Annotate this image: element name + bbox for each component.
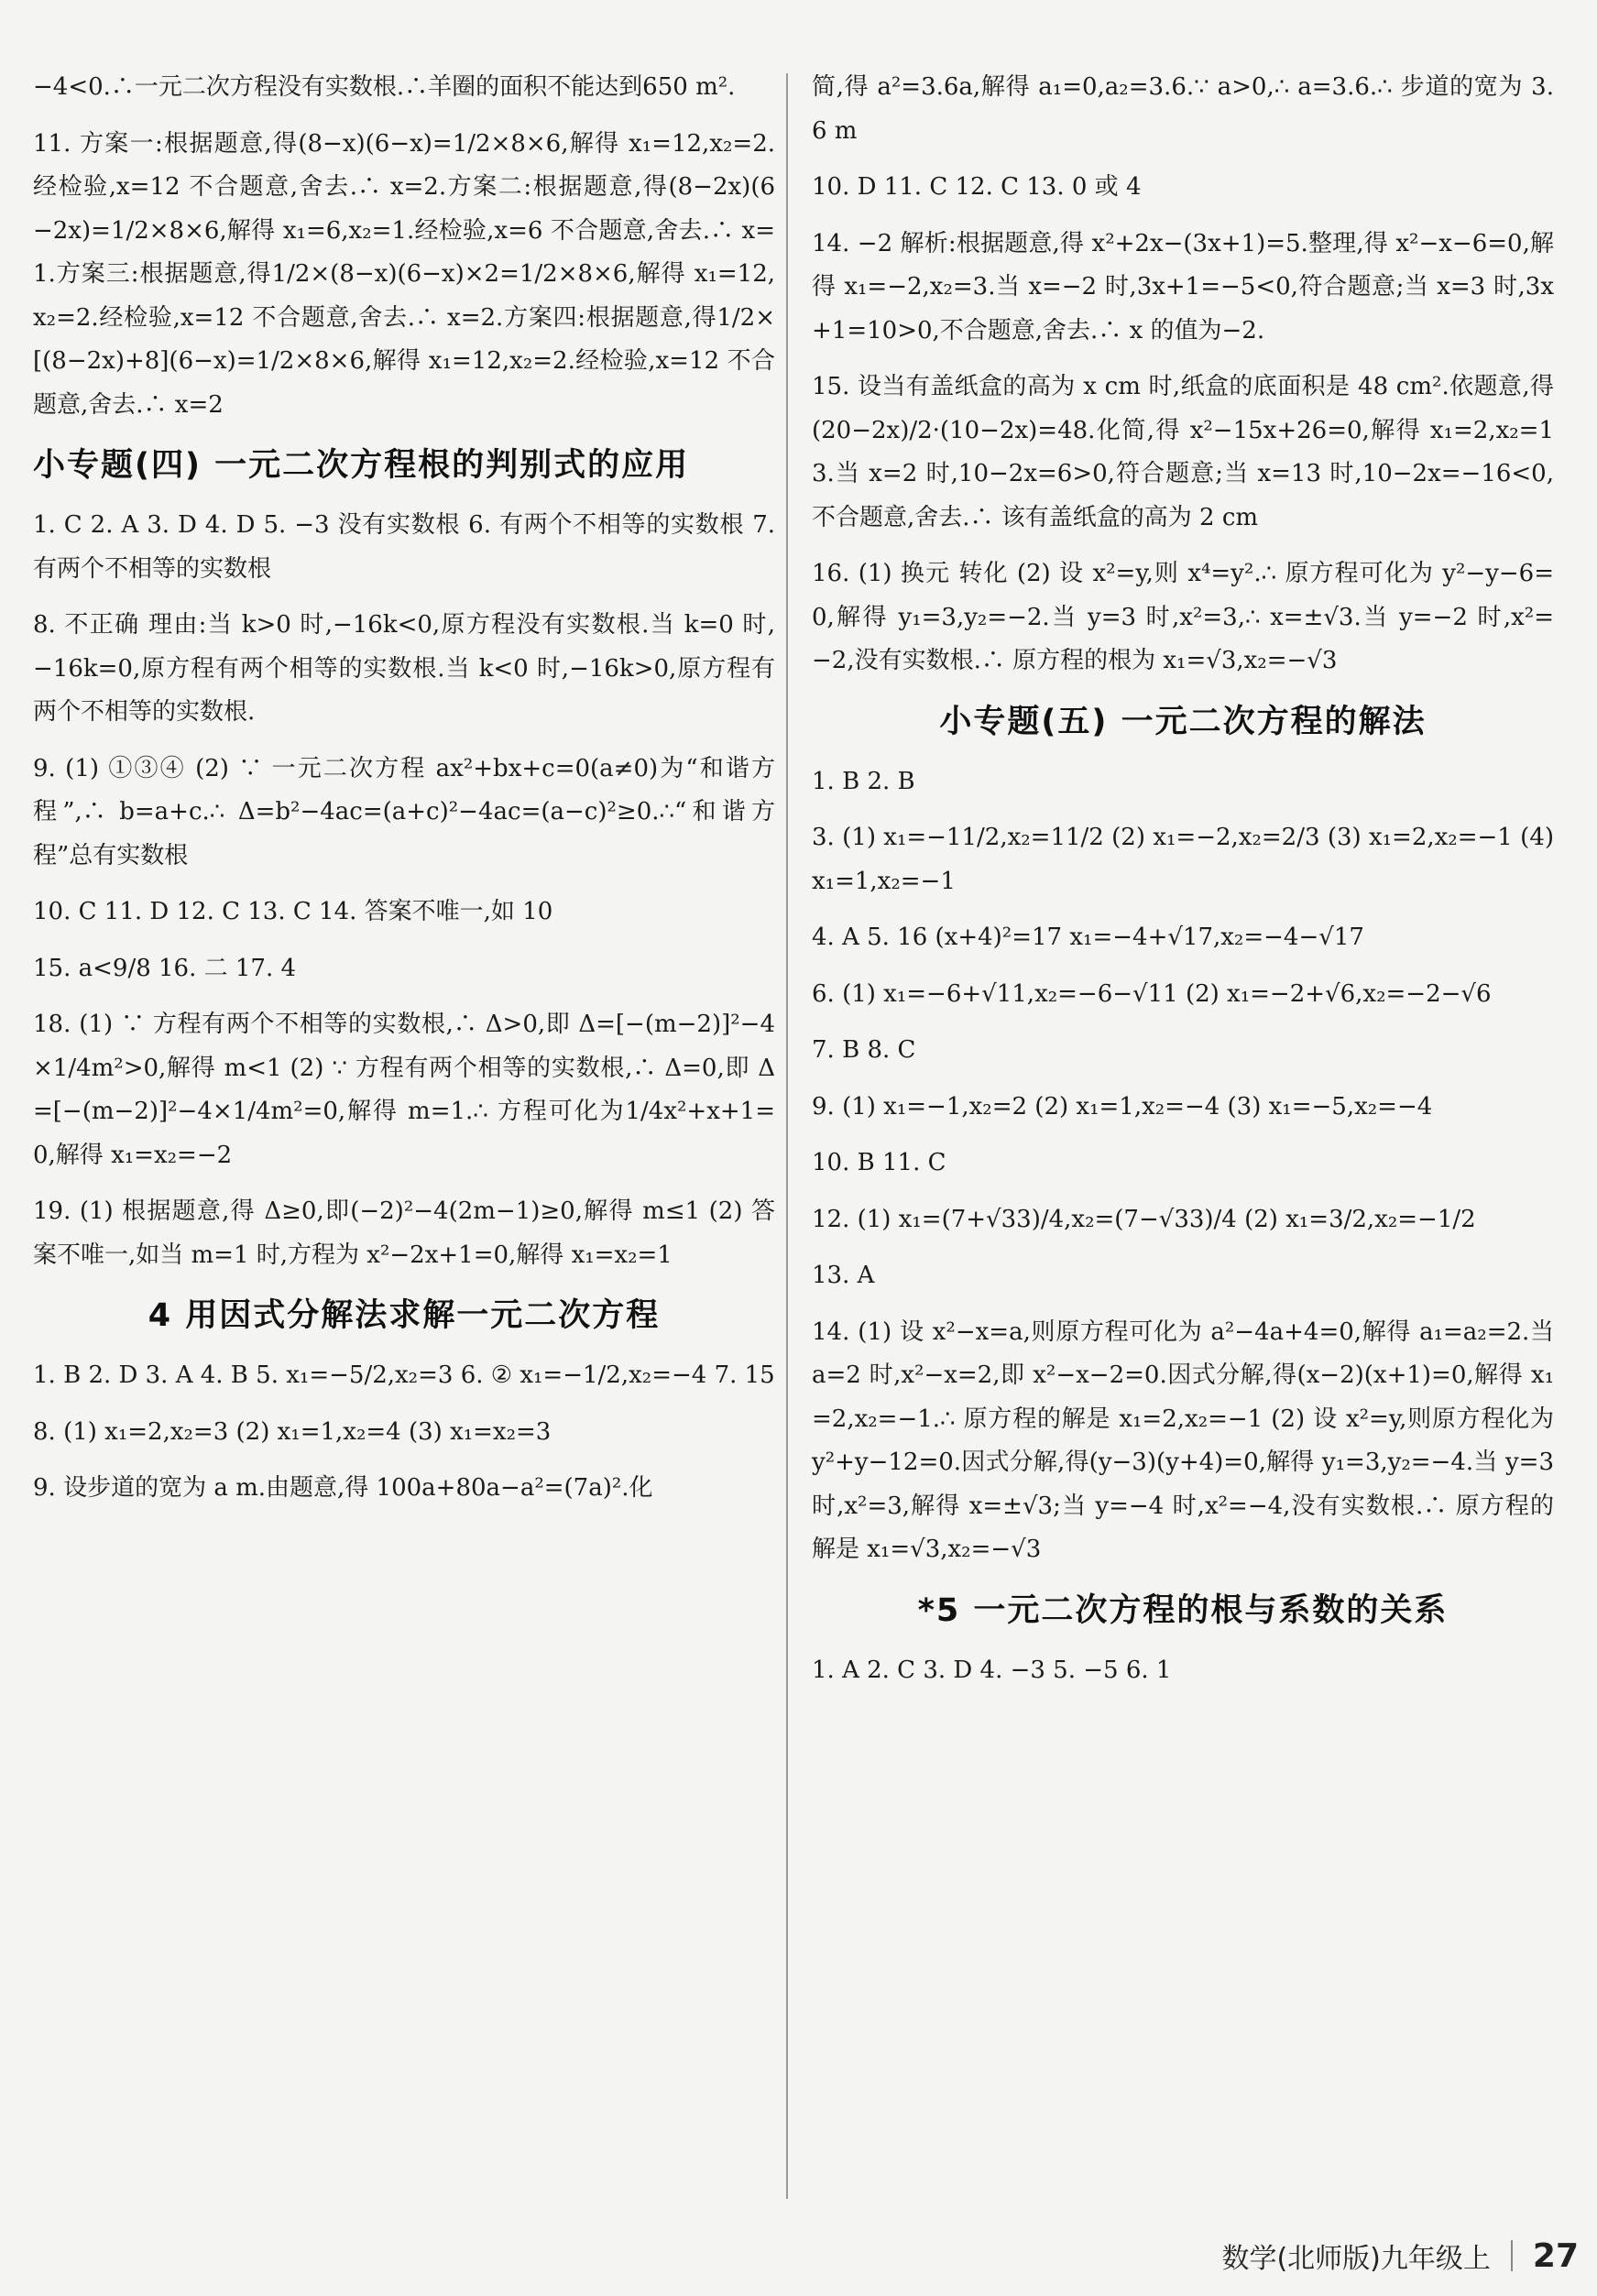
left-para-9: 19. (1) 根据题意,得 Δ≥0,即(−2)²−4(2m−1)≥0,解得 m≤1 (2) 答案不唯一,如当 m=1 时,方程为 x²−2x+1=0,解得 x₁=x₂=1 (33, 1197, 775, 1269)
section-title-topic-5: 小专题(五) 一元二次方程的解法 (939, 703, 1427, 740)
footer-separator (1511, 2240, 1513, 2271)
section-title-topic-4: 小专题(四) 一元二次方程根的判别式的应用 (33, 447, 690, 484)
right-para-6: 1. B 2. B (812, 767, 915, 795)
right-para-8: 4. A 5. 16 (x+4)²=17 x₁=−4+√17,x₂=−4−√17 (812, 924, 1364, 951)
right-para-5: 16. (1) 换元 转化 (2) 设 x²=y,则 x⁴=y².∴ 原方程可化为 y²−y−6=0,解得 y₁=3,y₂=−2.当 y=3 时,x²=3,∴ x=±√3.当 y=−2 时,x²=−2,没有实数根.∴ 原方程的根为 x₁=√3,x₂=−√3 (812, 560, 1554, 674)
left-para-1: −4<0.∴一元二次方程没有实数根.∴羊圈的面积不能达到650 m². (33, 73, 736, 101)
left-para-2: 11. 方案一:根据题意,得(8−x)(6−x)=1/2×8×6,解得 x₁=12,x₂=2.经检验,x=12 不合题意,舍去.∴ x=2.方案二:根据题意,得(8−2x)(6−2x)=1/2×8×6,解得 x₁=6,x₂=1.经检验,x=6 不合题意,舍去.∴ x=1.方案三:根据题意,得1/2×(8−x)(6−x)×2=1/2×8×6,解得 x₁=12,x₂=2.经检验,x=12 不合题意,舍去.∴ x=2.方案四:根据题意,得1/2×[(8−2x)+8](6−x)=1/2×8×6,解得 x₁=12,x₂=2.经检验,x=12 不合题意,舍去.∴ x=2 (33, 129, 775, 419)
left-para-8: 18. (1) ∵ 方程有两个不相等的实数根,∴ Δ>0,即 Δ=[−(m−2)]²−4×1/4m²>0,解得 m<1 (2) ∵ 方程有两个相等的实数根,∴ Δ=0,即 Δ=[−(m−2)]²−4×1/4m²=0,解得 m=1.∴ 方程可化为1/4x²+x+1=0,解得 x₁=x₂=−2 (33, 1011, 775, 1169)
section-title-4: 4 用因式分解法求解一元二次方程 (148, 1297, 661, 1334)
left-para-7: 15. a<9/8 16. 二 17. 4 (33, 954, 297, 982)
book-title: 数学(北师版)九年级上 (1221, 2243, 1491, 2275)
right-para-15: 14. (1) 设 x²−x=a,则原方程可化为 a²−4a+4=0,解得 a₁=a₂=2.当 a=2 时,x²−x=2,即 x²−x−2=0.因式分解,得(x−2)(x+1)=0,解得 x₁=2,x₂=−1.∴ 原方程的解是 x₁=2,x₂=−1 (2) 设 x²=y,则原方程化为 y²+y−12=0.因式分解,得(y−3)(y+4)=0,解得 y₁=3,y₂=−4.当 y=3 时,x²=3,解得 x=±√3;当 y=−4 时,x²=−4,没有实数根.∴ 原方程的解是 x₁=√3,x₂=−√3 (812, 1317, 1554, 1563)
right-column (812, 66, 1554, 1705)
right-para-2: 10. D 11. C 12. C 13. 0 或 4 (812, 173, 1142, 201)
left-para-6: 10. C 11. D 12. C 13. C 14. 答案不唯一,如 10 (33, 898, 553, 925)
right-para-16: 1. A 2. C 3. D 4. −3 5. −5 6. 1 (812, 1656, 1172, 1684)
left-para-11: 8. (1) x₁=2,x₂=3 (2) x₁=1,x₂=4 (3) x₁=x₂=3 (33, 1417, 552, 1446)
right-para-4: 15. 设当有盖纸盒的高为 x cm 时,纸盒的底面积是 48 cm².依题意,得(20−2x)/2·(10−2x)=48.化简,得 x²−15x+26=0,解得 x₁=2,x₂=13.当 x=2 时,10−2x=6>0,符合题意;当 x=13 时,10−2x=−16<0,不合题意,舍去.∴ 该有盖纸盒的高为 2 cm (812, 373, 1554, 531)
left-para-10: 1. B 2. D 3. A 4. B 5. x₁=−5/2,x₂=3 6. ② x₁=−1/2,x₂=−4 7. 15 (33, 1361, 775, 1389)
left-para-5: 9. (1) ①③④ (2) ∵ 一元二次方程 ax²+bx+c=0(a≠0)为“和谐方程”,∴ b=a+c.∴ Δ=b²−4ac=(a+c)²−4ac=(a−c)²≥0.∴“和谐方程”总有实数根 (33, 754, 775, 869)
right-para-11: 9. (1) x₁=−1,x₂=2 (2) x₁=1,x₂=−4 (3) x₁=−5,x₂=−4 (812, 1092, 1433, 1121)
page-footer (1221, 2236, 1579, 2276)
left-column (33, 66, 775, 1524)
right-para-7: 3. (1) x₁=−11/2,x₂=11/2 (2) x₁=−2,x₂=2/3 (3) x₁=2,x₂=−1 (4) x₁=1,x₂=−1 (812, 824, 1554, 895)
section-title-5: *5 一元二次方程的根与系数的关系 (917, 1591, 1449, 1629)
column-divider (786, 73, 788, 2199)
left-para-12: 9. 设步道的宽为 a m.由题意,得 100a+80a−a²=(7a)².化 (33, 1474, 653, 1502)
left-para-4: 8. 不正确 理由:当 k>0 时,−16k<0,原方程没有实数根.当 k=0 时,−16k=0,原方程有两个相等的实数根.当 k<0 时,−16k>0,原方程有两个不相等的实数根. (33, 611, 775, 726)
left-para-3: 1. C 2. A 3. D 4. D 5. −3 没有实数根 6. 有两个不相等的实数根 7. 有两个不相等的实数根 (33, 511, 775, 583)
right-para-13: 12. (1) x₁=(7+√33)/4,x₂=(7−√33)/4 (2) x₁=3/2,x₂=−1/2 (812, 1205, 1476, 1233)
right-para-12: 10. B 11. C (812, 1149, 946, 1176)
right-para-10: 7. B 8. C (812, 1036, 916, 1064)
right-para-3: 14. −2 解析:根据题意,得 x²+2x−(3x+1)=5.整理,得 x²−x−6=0,解得 x₁=−2,x₂=3.当 x=−2 时,3x+1=−5<0,符合题意;当 x=3 时,3x+1=10>0,不合题意,舍去.∴ x 的值为−2. (812, 229, 1554, 344)
right-para-14: 13. A (812, 1262, 875, 1289)
right-para-9: 6. (1) x₁=−6+√11,x₂=−6−√11 (2) x₁=−2+√6,x₂=−2−√6 (812, 979, 1492, 1008)
page-number: 27 (1532, 2236, 1579, 2275)
right-para-1: 简,得 a²=3.6a,解得 a₁=0,a₂=3.6.∵ a>0,∴ a=3.6.∴ 步道的宽为 3.6 m (812, 73, 1554, 145)
